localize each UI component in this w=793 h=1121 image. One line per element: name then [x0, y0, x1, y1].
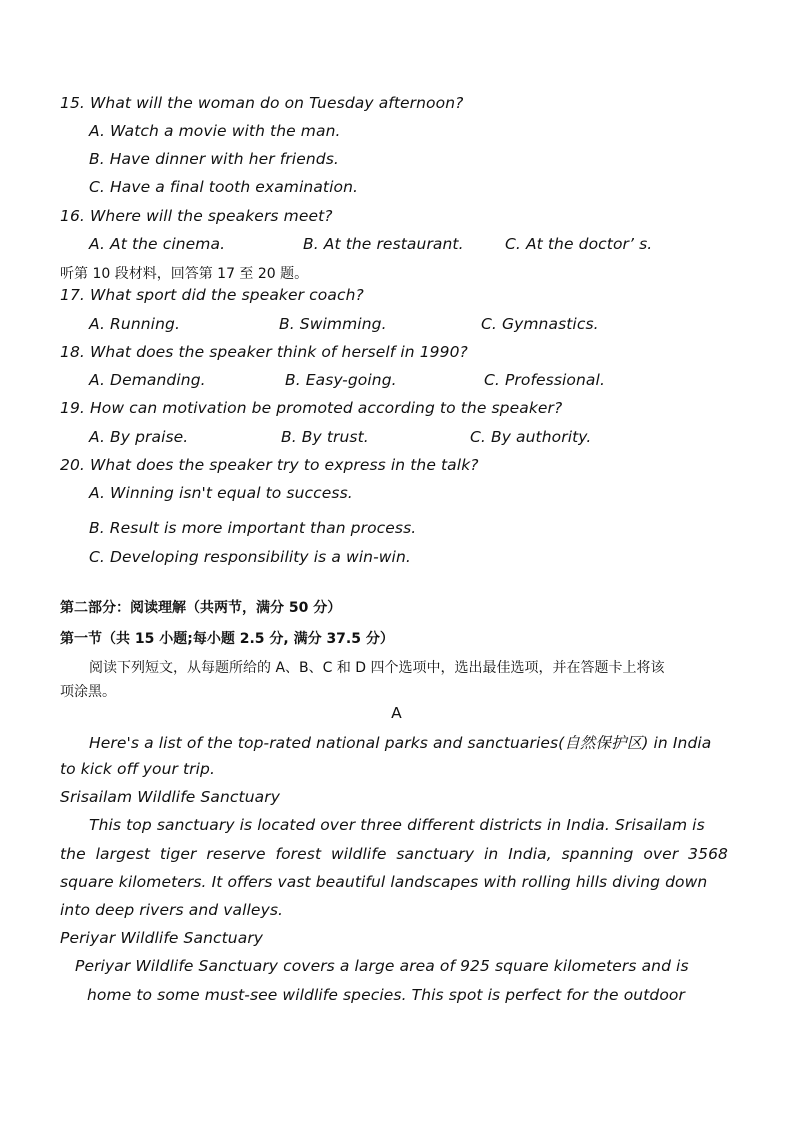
question-15-option-c: C. Have a final tooth examination.: [89, 178, 359, 196]
reading-instruction-line-1: 阅读下列短文，从每题所给的 A、B、C 和 D 四个选项中，选出最佳选项，并在答题卡上将该: [89, 660, 665, 676]
question-19-stem: 19. How can motivation be promoted according to the speaker?: [60, 399, 563, 417]
reading-section-title: 第一节（共 15 小题;每小题 2.5 分, 满分 37.5 分）: [60, 631, 394, 647]
passage-intro-line-1: Here's a list of the top-rated national parks and sanctuaries(自然保护区) in India: [89, 734, 712, 752]
question-15-option-b: B. Have dinner with her friends.: [89, 150, 339, 168]
srisailam-paragraph-line-4: into deep rivers and valleys.: [60, 901, 284, 919]
question-18-option-b: B. Easy-going.: [285, 371, 397, 389]
question-17-option-b: B. Swimming.: [279, 315, 387, 333]
reading-part-title: 第二部分：阅读理解（共两节，满分 50 分）: [60, 600, 342, 616]
question-19-option-a: A. By praise.: [89, 428, 189, 446]
periyar-paragraph-line-2: home to some must-see wildlife species. This spot is perfect for the outdoor: [87, 986, 685, 1004]
question-16-stem: 16. Where will the speakers meet?: [60, 207, 333, 225]
question-18-stem: 18. What does the speaker think of herself in 1990?: [60, 343, 468, 361]
question-17-stem: 17. What sport did the speaker coach?: [60, 286, 364, 304]
question-15-stem: 15. What will the woman do on Tuesday afternoon?: [60, 94, 464, 112]
srisailam-paragraph-line-3: square kilometers. It offers vast beautiful landscapes with rolling hills diving down: [60, 873, 708, 891]
listening-section-10-instruction: 听第 10 段材料，回答第 17 至 20 题。: [60, 266, 309, 282]
question-15-option-a: A. Watch a movie with the man.: [89, 122, 341, 140]
passage-label: A: [391, 704, 402, 722]
srisailam-paragraph-line-2: the largest tiger reserve forest wildlife sanctuary in India, spanning over 3568: [60, 845, 728, 863]
question-17-option-a: A. Running.: [89, 315, 180, 333]
question-16-option-a: A. At the cinema.: [89, 235, 226, 253]
question-19-option-b: B. By trust.: [281, 428, 369, 446]
sanctuary-heading-srisailam: Srisailam Wildlife Sanctuary: [60, 788, 280, 806]
question-18-option-c: C. Professional.: [484, 371, 605, 389]
question-20-option-b: B. Result is more important than process.: [89, 519, 417, 537]
question-18-option-a: A. Demanding.: [89, 371, 206, 389]
reading-instruction-line-2: 项涂黑。: [60, 684, 116, 700]
question-17-option-c: C. Gymnastics.: [481, 315, 599, 333]
srisailam-paragraph-line-1: This top sanctuary is located over three different districts in India. Srisailam is: [89, 816, 705, 834]
question-16-option-c: C. At the doctor’ s.: [505, 235, 653, 253]
question-19-option-c: C. By authority.: [470, 428, 592, 446]
question-20-stem: 20. What does the speaker try to express in the talk?: [60, 456, 479, 474]
question-16-option-b: B. At the restaurant.: [303, 235, 464, 253]
periyar-paragraph-line-1: Periyar Wildlife Sanctuary covers a large area of 925 square kilometers and is: [75, 957, 689, 975]
question-20-option-a: A. Winning isn't equal to success.: [89, 484, 353, 502]
passage-intro-line-2: to kick off your trip.: [60, 760, 216, 778]
sanctuary-heading-periyar: Periyar Wildlife Sanctuary: [60, 929, 264, 947]
question-20-option-c: C. Developing responsibility is a win-win.: [89, 548, 411, 566]
